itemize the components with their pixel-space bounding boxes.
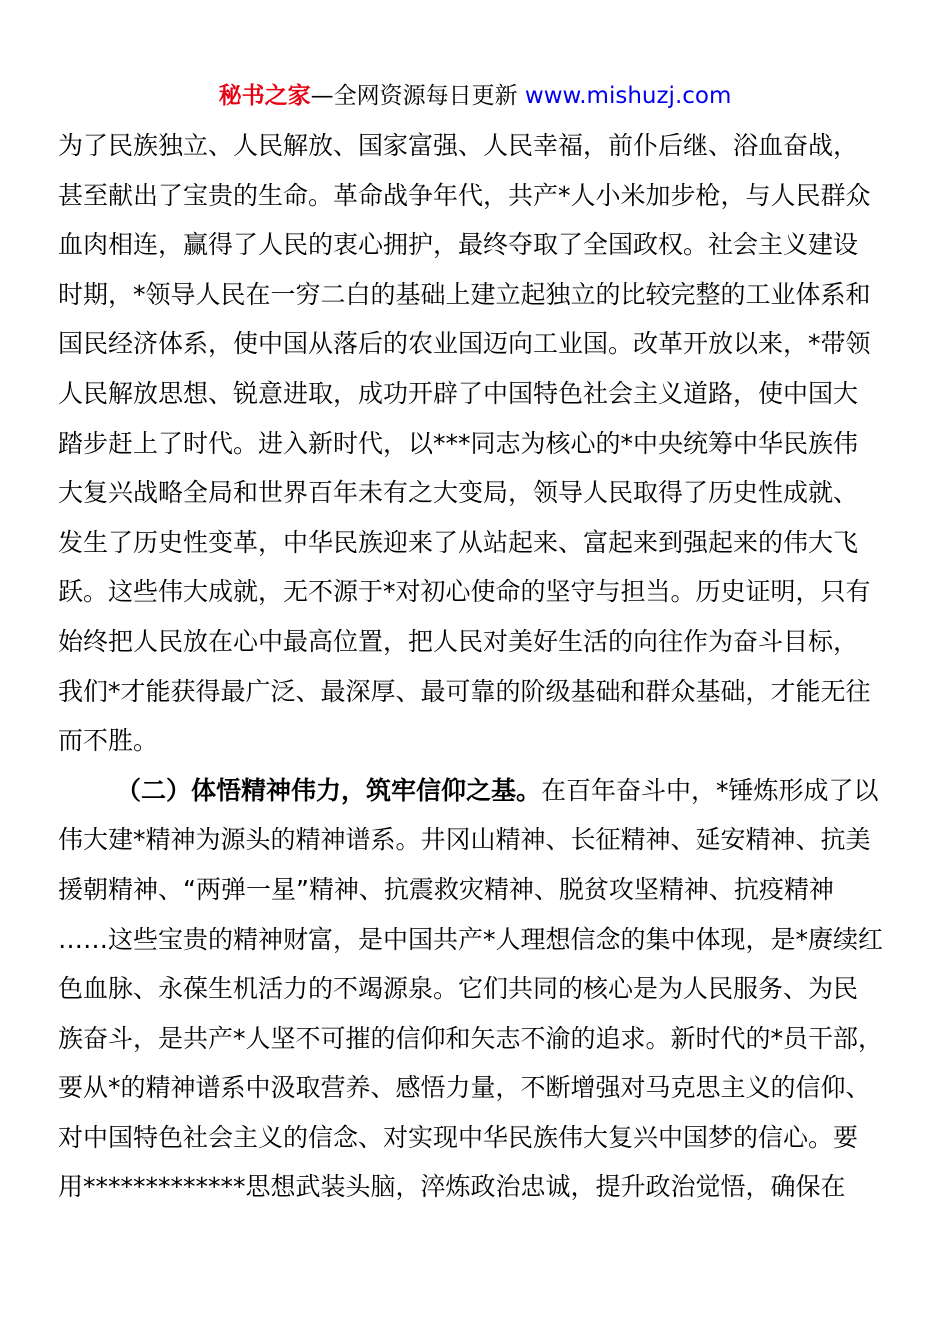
section-2-line-2: 伟大建*精神为源头的精神谱系。井冈山精神、长征精神、延安精神、抗美	[58, 825, 871, 855]
site-watermark-header	[0, 80, 950, 112]
text-line-13: 而不胜。	[58, 726, 159, 756]
document-body	[58, 121, 898, 1212]
section-2-heading: （二）体悟精神伟力，筑牢信仰之基。	[116, 775, 542, 805]
section-2-line-5: 色血脉、永葆生机活力的不竭源泉。它们共同的核心是为人民服务、为民	[58, 974, 859, 1004]
section-2-line-6: 族奋斗，是共产*人坚不可摧的信仰和矢志不渝的追求。新时代的*员干部，	[58, 1023, 884, 1053]
text-line-6: 人民解放思想、锐意进取，成功开辟了中国特色社会主义道路，使中国大	[58, 378, 859, 408]
text-line-12: 我们*才能获得最广泛、最深厚、最可靠的阶级基础和群众基础，才能无往	[58, 676, 871, 706]
text-line-10: 跃。这些伟大成就，无不源于*对初心使命的坚守与担当。历史证明，只有	[58, 577, 871, 607]
text-line-1: 为了民族独立、人民解放、国家富强、人民幸福，前仆后继、浴血奋战，	[58, 131, 859, 160]
section-2-line-9: 用*************思想武装头脑，淬炼政治忠诚，提升政治觉悟，确保在	[58, 1172, 846, 1202]
section-2-first-line	[58, 766, 898, 816]
text-line-7: 踏步赶上了时代。进入新时代，以***同志为核心的*中央统筹中华民族伟	[58, 428, 859, 458]
text-line-3: 血肉相连，赢得了人民的衷心拥护，最终夺取了全国政权。社会主义建设	[58, 230, 859, 260]
text-line-4: 时期，*领导人民在一穷二白的基础上建立起独立的比较完整的工业体系和	[58, 279, 871, 309]
brand-name: 秘书之家	[218, 83, 311, 109]
section-2-line-7: 要从*的精神谱系中汲取营养、感悟力量，不断增强对马克思主义的信仰、	[58, 1073, 871, 1103]
section-2-line-8: 对中国特色社会主义的信念、对实现中华民族伟大复兴中国梦的信心。要	[58, 1122, 859, 1152]
header-tagline: —全网资源每日更新	[310, 83, 525, 109]
section-2-line-3: 援朝精神、“两弹一星”精神、抗震救灾精神、脱贫攻坚精神、抗疫精神	[58, 874, 834, 904]
text-line-5: 国民经济体系，使中国从落后的农业国迈向工业国。改革开放以来，*带领	[58, 329, 871, 359]
site-url[interactable]: www.mishuzj.com	[524, 83, 732, 109]
text-line-9: 发生了历史性变革，中华民族迎来了从站起来、富起来到强起来的伟大飞	[58, 527, 859, 557]
section-2-line-4: ……这些宝贵的精神财富，是中国共产*人理想信念的集中体现，是*赓续红	[58, 924, 884, 954]
text-line-11: 始终把人民放在心中最高位置，把人民对美好生活的向往作为奋斗目标，	[58, 626, 859, 656]
section-2-first-line-text: 在百年奋斗中，*锤炼形成了以	[541, 775, 879, 805]
text-line-8: 大复兴战略全局和世界百年未有之大变局，领导人民取得了历史性成就、	[58, 478, 859, 508]
text-line-2: 甚至献出了宝贵的生命。革命战争年代，共产*人小米加步枪，与人民群众	[58, 180, 871, 210]
